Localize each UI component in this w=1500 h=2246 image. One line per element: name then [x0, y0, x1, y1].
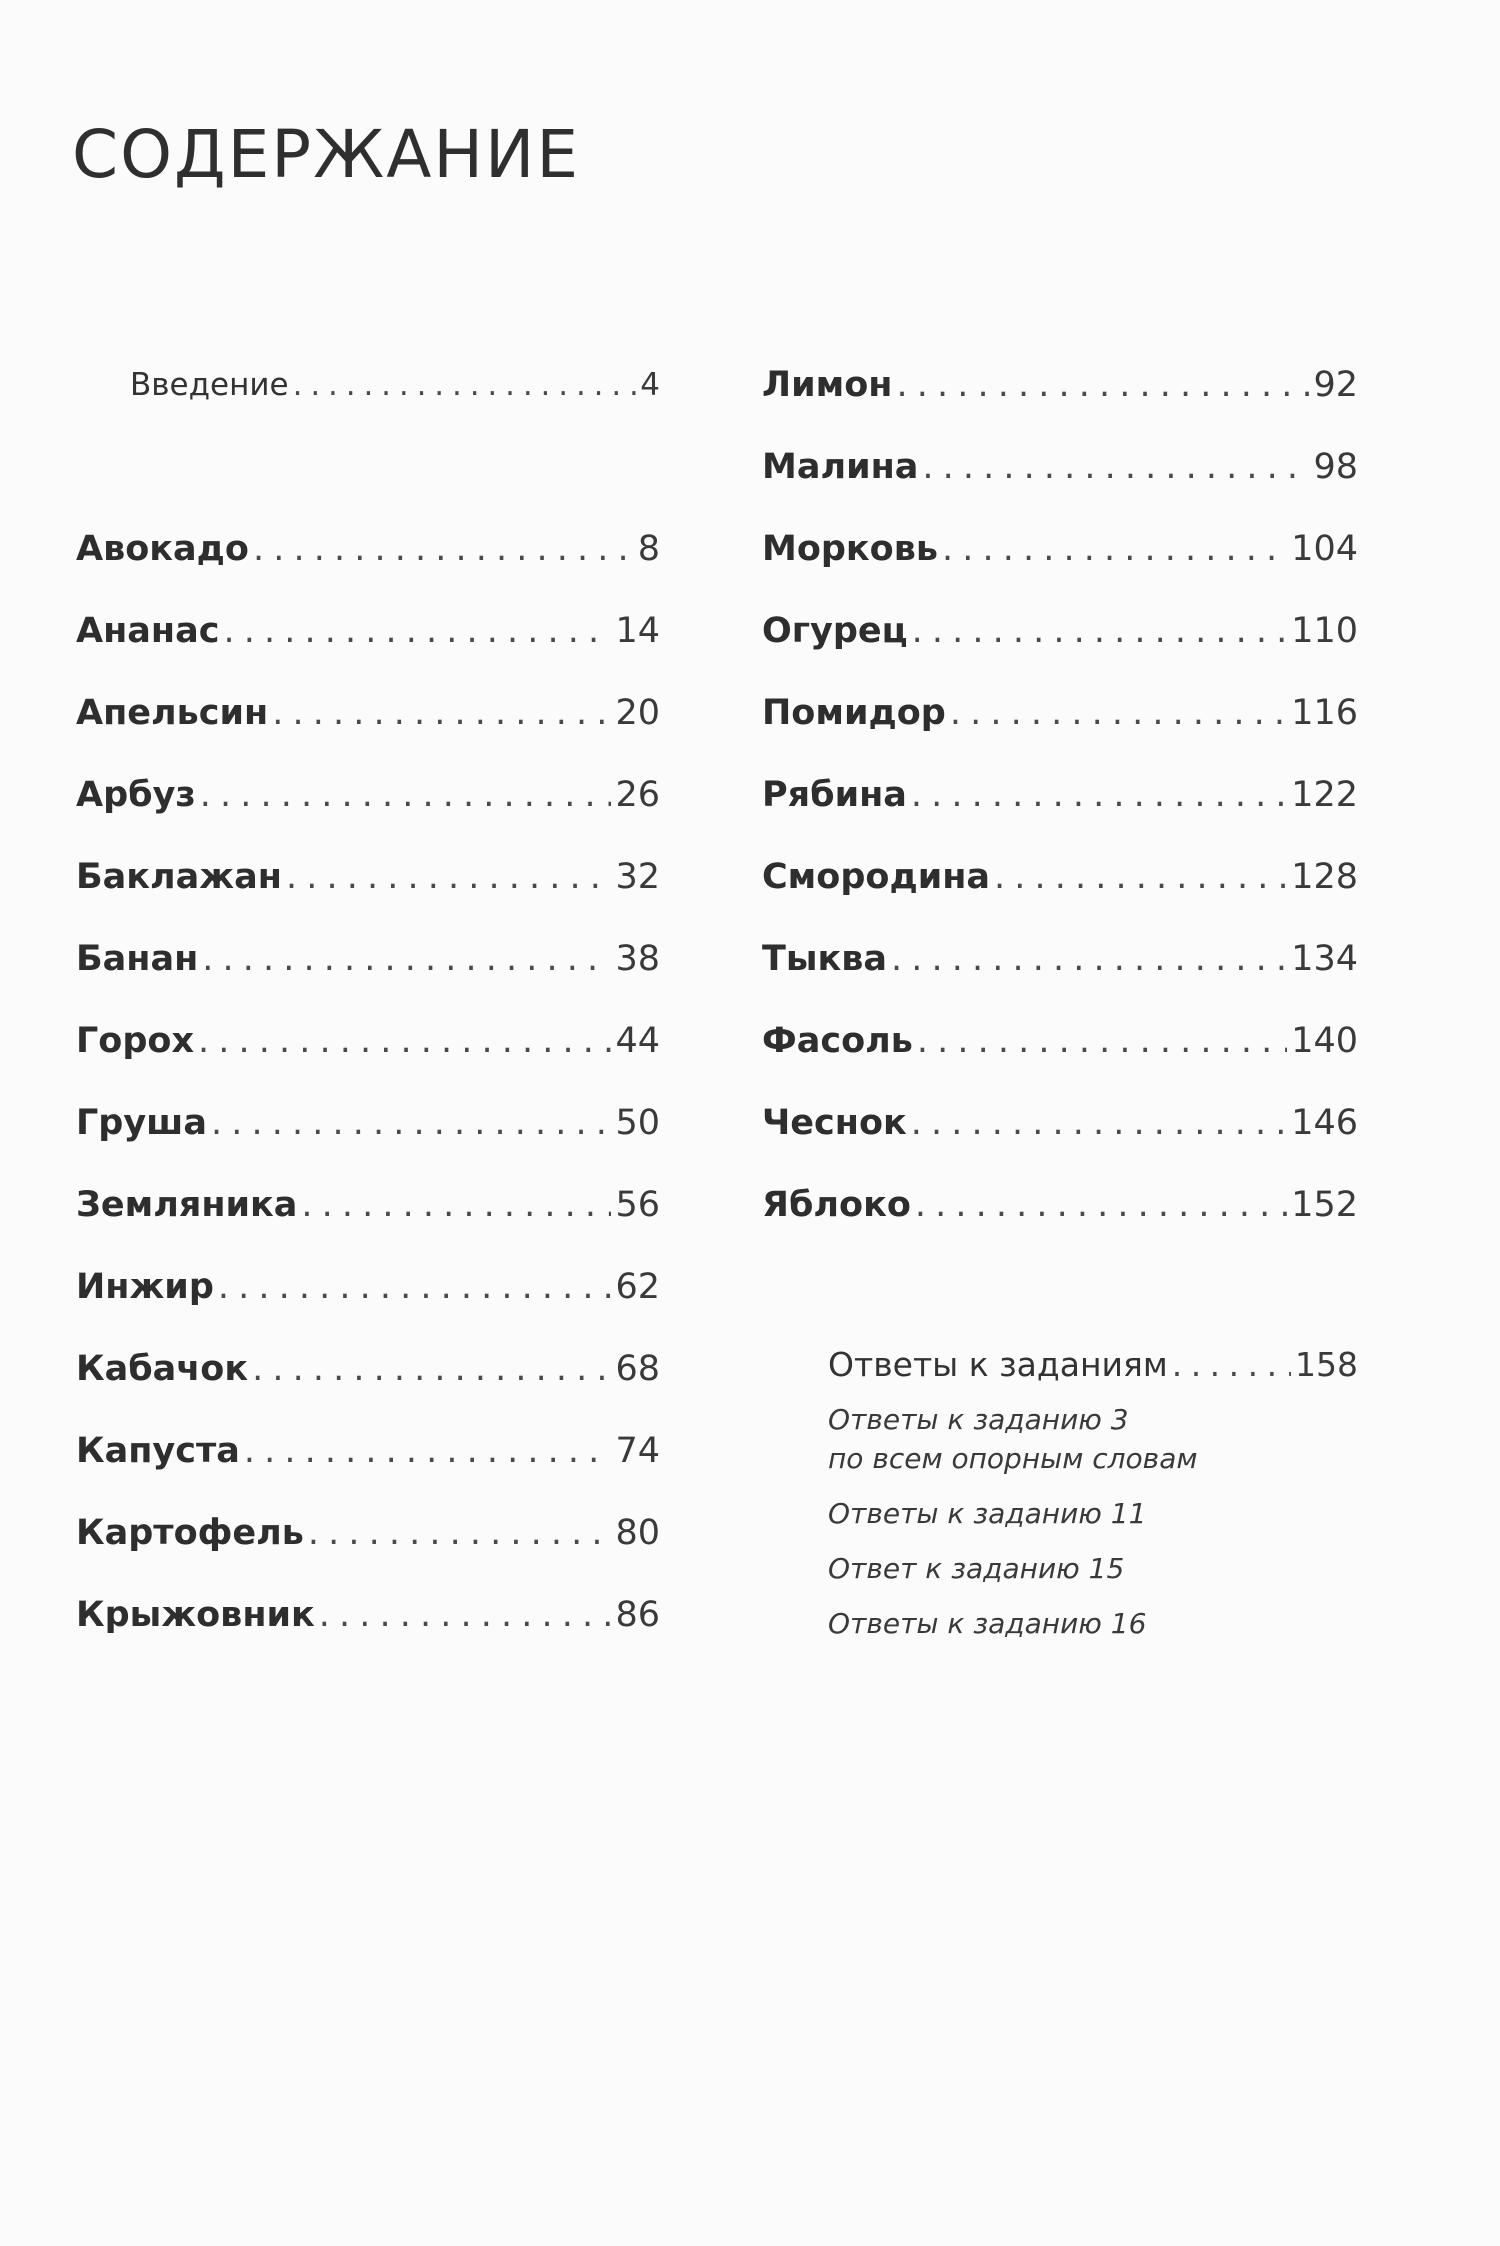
answers-sub-item[interactable]: Ответ к заданию 15 [828, 1552, 1125, 1585]
dot-leader [891, 934, 1287, 984]
toc-right-list [762, 360, 1358, 1262]
toc-right-column [762, 360, 1358, 1262]
dot-leader [253, 524, 634, 574]
toc-page-number: 116 [1291, 693, 1358, 733]
toc-entry-label: Смородина [762, 857, 991, 897]
toc-entry-label: Чеснок [762, 1103, 907, 1143]
toc-entry-label: Баклажан [76, 857, 282, 897]
dot-leader [293, 360, 637, 410]
toc-entry[interactable] [76, 1262, 660, 1344]
toc-entry-label: Инжир [76, 1267, 214, 1307]
toc-page-number: 152 [1291, 1185, 1358, 1225]
toc-entry[interactable] [762, 524, 1358, 606]
toc-entry-answers[interactable] [828, 1340, 1358, 1400]
dot-leader [218, 1262, 612, 1312]
dot-leader [896, 360, 1309, 410]
toc-page-number: 26 [615, 775, 660, 815]
toc-page-number: 20 [615, 693, 660, 733]
toc-entry[interactable] [762, 1098, 1358, 1180]
toc-page-number: 74 [615, 1431, 660, 1471]
toc-entry[interactable] [762, 1016, 1358, 1098]
dot-leader [950, 688, 1287, 738]
dot-leader [917, 1016, 1287, 1066]
toc-entry-label: Помидор [762, 693, 946, 733]
toc-entry[interactable] [76, 606, 660, 688]
toc-entry-label: Ответы к заданиям [828, 1345, 1168, 1384]
dot-leader [308, 1508, 612, 1558]
toc-page-number: 122 [1291, 775, 1358, 815]
toc-entry-label: Крыжовник [76, 1595, 315, 1635]
toc-page-number: 110 [1291, 611, 1358, 651]
dot-leader [252, 1344, 611, 1394]
dot-leader [301, 1180, 611, 1230]
toc-page-number: 98 [1313, 447, 1358, 487]
toc-entry-label: Ананас [76, 611, 220, 651]
toc-entry[interactable] [76, 688, 660, 770]
toc-page-number: 146 [1291, 1103, 1358, 1143]
answers-sub-list [828, 1400, 1358, 1643]
answers-sub-item[interactable]: Ответы к заданию 11 [828, 1497, 1147, 1530]
toc-entry-intro[interactable] [76, 360, 660, 442]
toc-entry[interactable] [76, 1180, 660, 1262]
toc-entry[interactable] [76, 770, 660, 852]
page-title: СОДЕРЖАНИЕ [72, 116, 581, 193]
toc-entry[interactable] [762, 852, 1358, 934]
toc-left-list [76, 524, 660, 1672]
toc-entry-label: Тыква [762, 939, 888, 979]
toc-page-number: 32 [615, 857, 660, 897]
toc-page-number: 140 [1291, 1021, 1358, 1061]
toc-entry-label: Авокадо [76, 529, 249, 569]
toc-entry[interactable] [762, 770, 1358, 852]
toc-entry-label: Введение [130, 367, 289, 403]
toc-entry-label: Апельсин [76, 693, 269, 733]
dot-leader [286, 852, 612, 902]
toc-page-number: 4 [640, 367, 660, 403]
dot-leader [223, 606, 611, 656]
toc-page-number: 134 [1291, 939, 1358, 979]
toc-page-number: 38 [615, 939, 660, 979]
dot-leader [911, 770, 1287, 820]
toc-entry-label: Банан [76, 939, 199, 979]
toc-entry-label: Огурец [762, 611, 908, 651]
toc-entry-label: Морковь [762, 529, 939, 569]
toc-left-column [76, 360, 660, 1672]
toc-entry[interactable] [762, 934, 1358, 1016]
toc-page-number: 104 [1291, 529, 1358, 569]
toc-page-number: 86 [615, 1595, 660, 1635]
toc-entry[interactable] [76, 1344, 660, 1426]
toc-entry[interactable] [76, 1016, 660, 1098]
toc-page-number: 80 [615, 1513, 660, 1553]
toc-entry-label: Капуста [76, 1431, 240, 1471]
dot-leader [911, 1098, 1287, 1148]
toc-entry-label: Картофель [76, 1513, 304, 1553]
toc-page-number: 68 [615, 1349, 660, 1389]
toc-entry[interactable] [762, 1180, 1358, 1262]
toc-entry-label: Фасоль [762, 1021, 913, 1061]
toc-page-number: 50 [615, 1103, 660, 1143]
toc-entry[interactable] [762, 442, 1358, 524]
toc-page-number: 56 [615, 1185, 660, 1225]
answers-section [828, 1340, 1358, 1659]
toc-entry[interactable] [762, 688, 1358, 770]
dot-leader [915, 1180, 1287, 1230]
toc-page-number: 92 [1313, 365, 1358, 405]
answers-sub-item[interactable]: Ответы к заданию 3 по всем опорным словам [828, 1403, 1198, 1475]
toc-entry[interactable] [76, 852, 660, 934]
toc-entry-label: Арбуз [76, 775, 196, 815]
toc-entry-label: Яблоко [762, 1185, 911, 1225]
answers-sub-item[interactable]: Ответы к заданию 16 [828, 1607, 1147, 1640]
toc-entry[interactable] [76, 1590, 660, 1672]
dot-leader [1172, 1340, 1291, 1390]
toc-entry[interactable] [76, 1508, 660, 1590]
toc-page-number: 128 [1291, 857, 1358, 897]
toc-entry[interactable] [76, 934, 660, 1016]
toc-entry[interactable] [76, 1098, 660, 1180]
dot-leader [912, 606, 1288, 656]
toc-entry-label: Горох [76, 1021, 195, 1061]
toc-page-number: 8 [637, 529, 660, 569]
dot-leader [198, 1016, 611, 1066]
dot-leader [211, 1098, 611, 1148]
dot-leader [244, 1426, 612, 1476]
toc-entry[interactable] [762, 360, 1358, 442]
dot-leader [272, 688, 611, 738]
toc-entry-label: Лимон [762, 365, 893, 405]
toc-entry[interactable] [76, 524, 660, 606]
dot-leader [200, 770, 612, 820]
toc-page-number: 158 [1295, 1345, 1358, 1384]
toc-entry-label: Груша [76, 1103, 207, 1143]
toc-page-number: 14 [615, 611, 660, 651]
toc-entry-label: Земляника [76, 1185, 298, 1225]
dot-leader [319, 1590, 612, 1640]
toc-page-number: 62 [615, 1267, 660, 1307]
toc-entry[interactable] [76, 1426, 660, 1508]
toc-page-number: 44 [615, 1021, 660, 1061]
toc-entry-label: Кабачок [76, 1349, 249, 1389]
dot-leader [922, 442, 1309, 492]
dot-leader [942, 524, 1287, 574]
toc-entry[interactable] [762, 606, 1358, 688]
toc-entry-label: Рябина [762, 775, 907, 815]
dot-leader [994, 852, 1287, 902]
toc-entry-label: Малина [762, 447, 919, 487]
dot-leader [202, 934, 611, 984]
